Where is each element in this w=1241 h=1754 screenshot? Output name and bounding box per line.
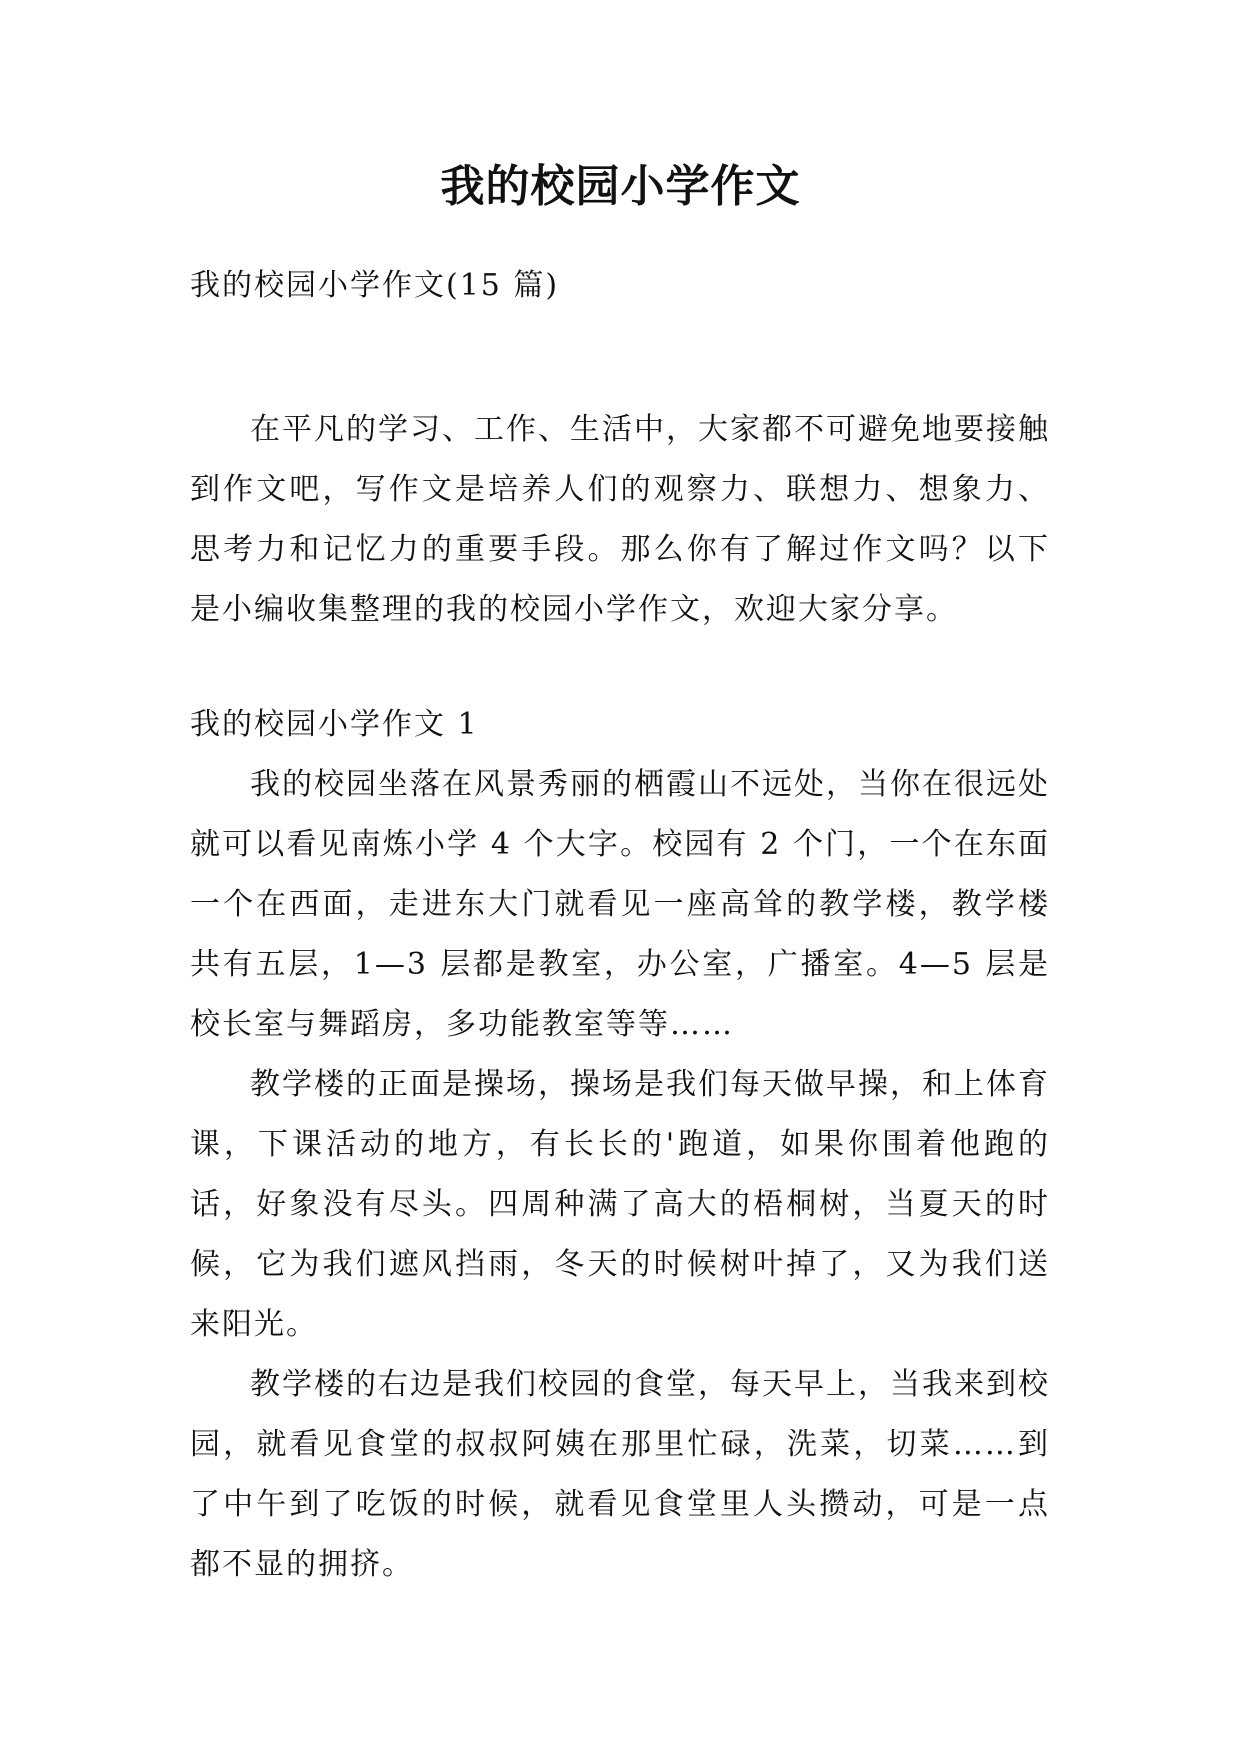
essay-section-1 <box>190 695 1050 1595</box>
intro-paragraph: 在平凡的学习、工作、生活中，大家都不可避免地要接触到作文吧，写作文是培养人们的观察力、联想力、想象力、思考力和记忆力的重要手段。那么你有了解过作文吗？以下是小编收集整理的我的校园小学作文，欢迎大家分享。 <box>190 412 1050 627</box>
document-subtitle: 我的校园小学作文(15 篇) <box>190 268 560 303</box>
section-heading: 我的校园小学作文 1 <box>190 707 479 742</box>
document-title: 我的校园小学作文 <box>440 161 801 212</box>
essay-paragraph: 教学楼的正面是操场，操场是我们每天做早操，和上体育课，下课活动的地方，有长长的'跑道，如果你围着他跑的话，好象没有尽头。四周种满了高大的梧桐树，当夏天的时候，它为我们遮风挡雨，冬天的时候树叶掉了，又为我们送来阳光。 <box>190 1067 1050 1342</box>
intro-block <box>190 400 1050 640</box>
essay-paragraph: 教学楼的右边是我们校园的食堂，每天早上，当我来到校园，就看见食堂的叔叔阿姨在那里忙碌，洗菜，切菜……到了中午到了吃饭的时候，就看见食堂里人头攒动，可是一点都不显的拥挤。 <box>190 1367 1050 1582</box>
essay-paragraph: 我的校园坐落在风景秀丽的栖霞山不远处，当你在很远处就可以看见南炼小学 4 个大字。校园有 2 个门，一个在东面一个在西面，走进东大门就看见一座高耸的教学楼，教学楼共有五层，1—3 层都是教室，办公室，广播室。4—5 层是校长室与舞蹈房，多功能教室等等…… <box>190 767 1050 1042</box>
